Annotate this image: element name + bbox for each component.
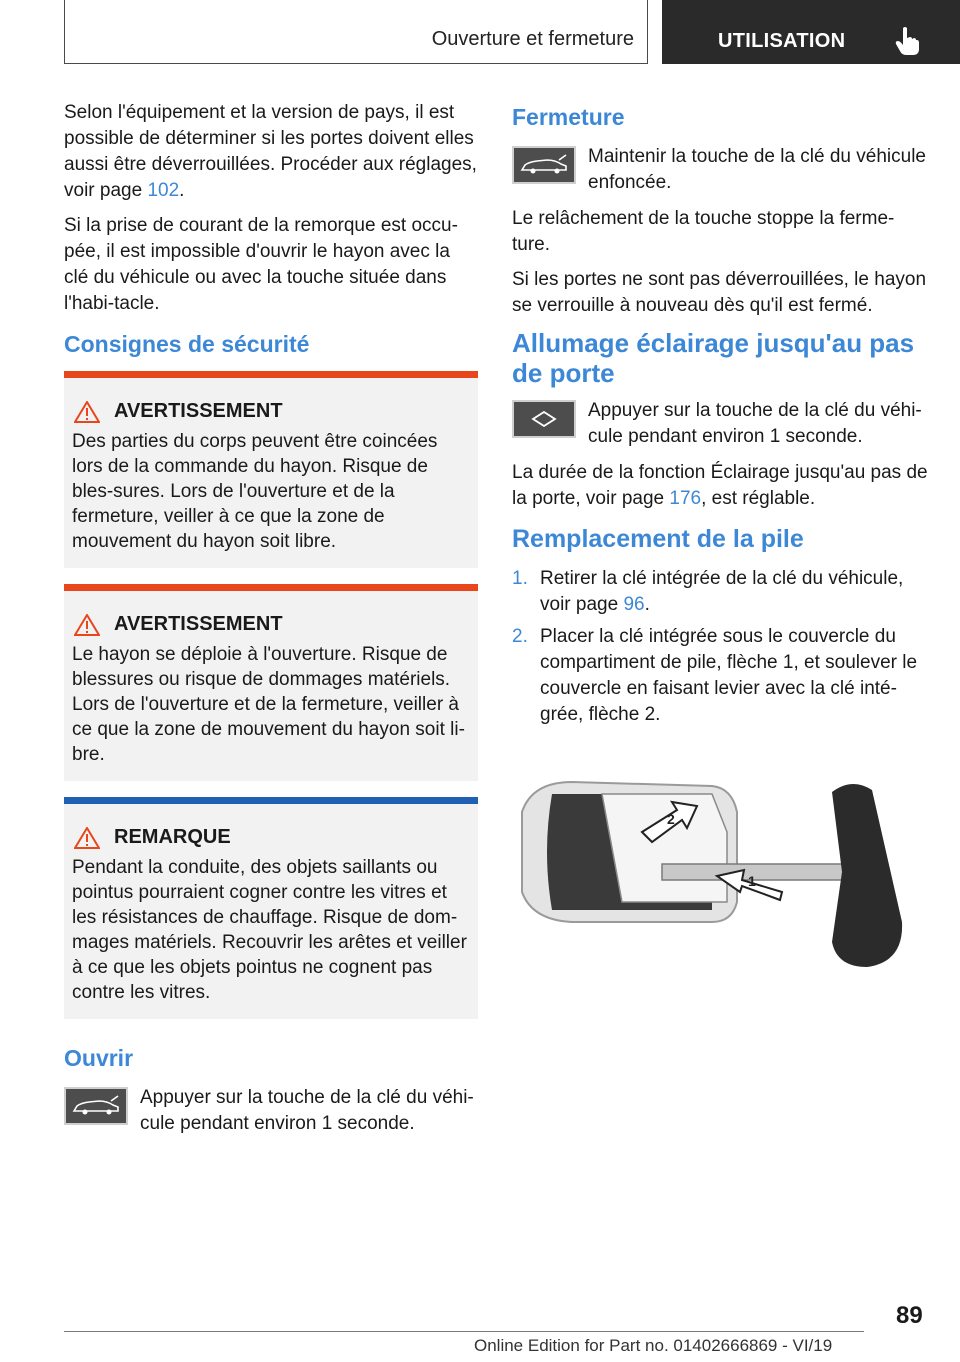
list-item [512,566,930,618]
safety-heading: Consignes de sécurité [64,331,310,357]
step-text-part: Retirer la clé intégrée de la clé du véhicule, voir page [540,568,904,615]
footer-divider [64,1331,864,1332]
warning-text: Le hayon se déploie à l'ouverture. Risque de blessures ou risque de dommages matériels. Lors de l'ouverture et de la fermeture, veiller à ce que la zone de mouvement du hayon soit li‐bre. [72,644,465,765]
page-number: 89 [896,1302,923,1329]
right-column [512,100,930,734]
open-text: Appuyer sur la touche de la clé du véhi‐cule pendant environ 1 seconde. [140,1087,474,1134]
warning-title [72,613,470,636]
paragraph-text: La durée de la fonction Éclairage jusqu'au pas de la porte, voir page [512,462,928,509]
warning-triangle-icon [74,614,100,636]
warning-title [72,400,470,423]
paragraph-light-duration [512,460,930,512]
close-text: Maintenir la touche de la clé du véhicule enfoncée. [588,146,926,193]
warning-box [64,371,478,568]
note-title-text: REMARQUE [114,826,231,848]
close-heading: Fermeture [512,104,625,130]
open-heading: Ouvrir [64,1045,134,1071]
header-tab-label: UTILISATION [718,30,846,52]
step-text-part: . [644,594,650,615]
warning-box [64,584,478,781]
header-section-title: Ouverture et fermeture [431,28,634,50]
pointing-hand-icon [894,26,920,56]
figure-label-2: 2 [667,811,675,827]
header-tab[interactable] [662,0,960,64]
step-number: 2. [512,626,528,647]
car-tailgate-icon [64,1087,128,1125]
warning-text: Des parties du corps peuvent être coincées lors de la commande du hayon. Risque de bles‐sures. Lors de l'ouverture et de la fermeture, veiller à ce que la zone de mouvement du hayon soit libre. [72,431,438,552]
paragraph-close-release: Le relâchement de la touche stoppe la ferme‐ture. [512,208,895,255]
paragraph-close-relock: Si les portes ne sont pas déverrouillées, le hayon se verrouille à nouveau dès qu'il est fermé. [512,269,927,316]
light-heading: Allumage éclairage jusqu'au pas de porte [512,328,915,388]
left-column [64,100,478,1147]
close-key-row [512,144,930,196]
step-text: Placer la clé intégrée sous le couvercle du compartiment de pile, flèche 1, et soulever le couvercle en faisant levier avec la clé inté‐grée, flèche 2. [540,626,918,725]
light-text: Appuyer sur la touche de la clé du véhi‐cule pendant environ 1 seconde. [588,400,922,447]
step-text [540,566,930,618]
paragraph-text: . [179,180,185,201]
page-link-96[interactable]: 96 [623,594,645,615]
note-title [72,826,470,849]
open-key-row [64,1085,478,1137]
warning-triangle-icon [74,401,100,423]
battery-steps [512,566,930,728]
paragraph-door-unlock [64,100,478,204]
warning-title-text: AVERTISSEMENT [114,613,283,635]
warning-triangle-icon [74,827,100,849]
battery-heading: Remplacement de la pile [512,525,804,553]
diamond-key-icon [512,400,576,438]
list-item [512,624,930,728]
note-text: Pendant la conduite, des objets saillants ou pointus pourraient cogner contre les vitres et les résistances de chauffage. Risque de dom‐mages matériels. Recouvrir les arêtes et veiller à ce que les objets pointus ne cognent pas contre les vitres. [72,857,467,1003]
page-link-176[interactable]: 176 [669,488,702,509]
footer-edition: Online Edition for Part no. 01402666869 - VI/19 [474,1336,833,1355]
light-key-row [512,398,930,450]
step-number: 1. [512,568,528,589]
figure-label-1: 1 [748,873,756,889]
key-battery-illustration [512,772,930,982]
note-box [64,797,478,1019]
paragraph-text: Selon l'équipement et la version de pays, il est possible de déterminer si les portes doivent elles aussi être déverrouillées. Procéder aux réglages, voir page [64,102,477,201]
warning-title-text: AVERTISSEMENT [114,400,283,422]
paragraph-text: , est réglable. [701,488,816,509]
page-link-102[interactable]: 102 [147,180,180,201]
paragraph-trailer: Si la prise de courant de la remorque est occu‐pée, il est impossible d'ouvrir le hayon avec la clé du véhicule ou avec la touche située dans l'habi‐tacle. [64,215,458,314]
car-tailgate-icon [512,146,576,184]
